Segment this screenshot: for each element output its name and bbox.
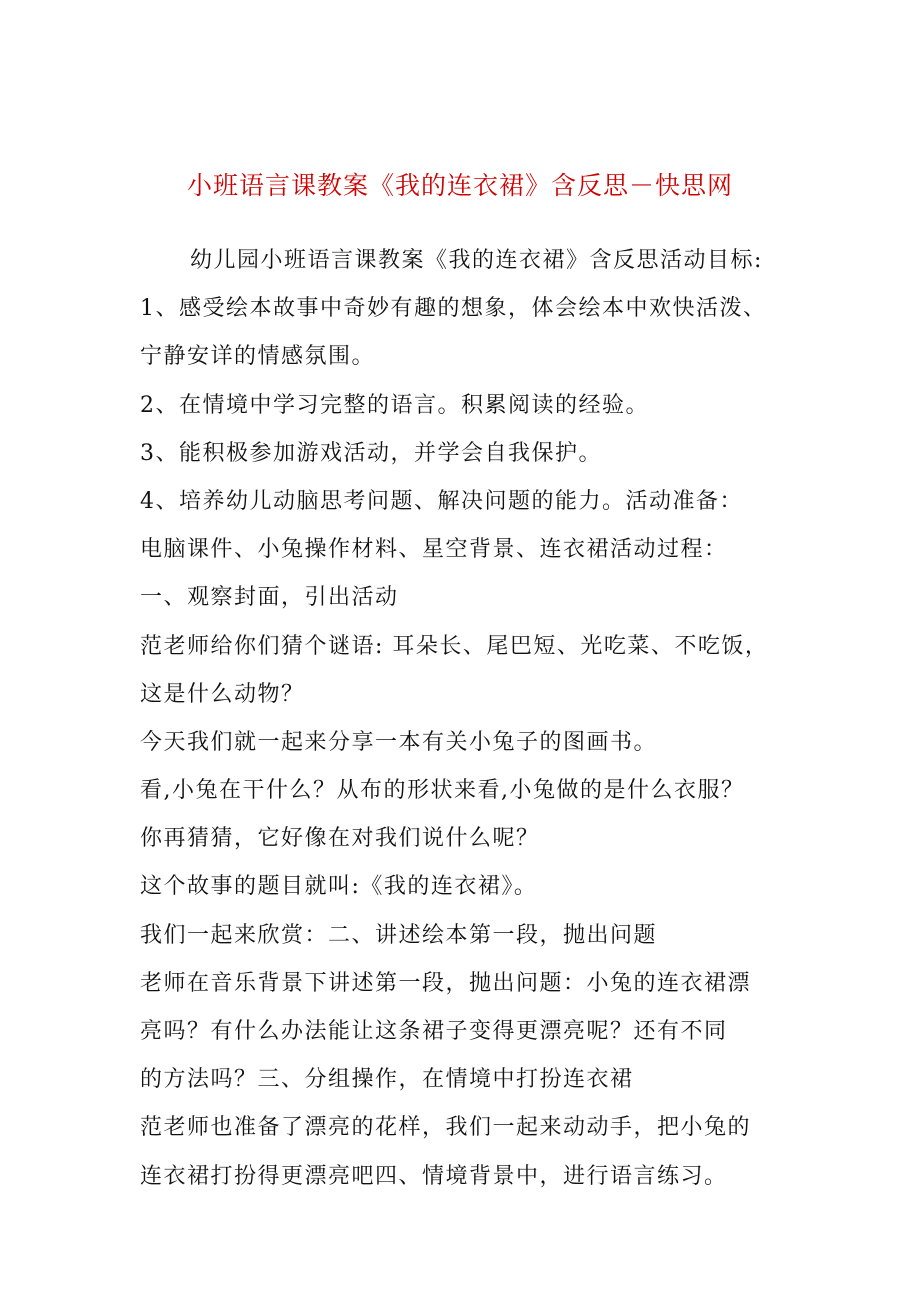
paragraph-line: 范老师给你们猜个谜语: 耳朵长、尾巴短、光吃菜、不吃饭， [140,633,769,659]
paragraph-line: 2、在情境中学习完整的语言。积累阅读的经验。 [140,392,649,418]
document-title: 小班语言课教案《我的连衣裙》含反思－快思网 [186,171,733,200]
paragraph-line: 的方法吗？三、分组操作，在情境中打扮连衣裙 [140,1067,634,1093]
paragraph-line: 这个故事的题目就叫:《我的连衣裙》。 [140,874,538,900]
paragraph-line: 你再猜猜，它好像在对我们说什么呢？ [140,826,540,852]
paragraph-line: 4、培养幼儿动脑思考问题、解决问题的能力。活动准备： [140,488,743,514]
paragraph-line: 看,小兔在干什么？从布的形状来看,小兔做的是什么衣服？ [140,778,745,804]
paragraph-line: 电脑课件、小兔操作材料、星空背景、连衣裙活动过程： [140,537,728,563]
paragraph-line: 我们一起来欣赏：二、讲述绘本第一段，抛出问题 [140,922,658,948]
paragraph-line: 1、感受绘本故事中奇妙有趣的想象，体会绘本中欢快活泼、 [140,296,767,322]
paragraph-line: 亮吗？有什么办法能让这条裙子变得更漂亮呢？还有不同 [140,1019,728,1044]
paragraph-line: 幼儿园小班语言课教案《我的连衣裙》含反思活动目标: [190,248,763,273]
document-body [140,237,820,1201]
paragraph-line: 范老师也准备了漂亮的花样，我们一起来动动手，把小兔的 [140,1115,752,1141]
paragraph-line: 一、观察封面，引出活动 [140,585,399,611]
paragraph-line: 连衣裙打扮得更漂亮吧四、情境背景中，进行语言练习。 [140,1163,728,1189]
paragraph-line: 3、能积极参加游戏活动，并学会自我保护。 [140,440,602,466]
paragraph-line: 老师在音乐背景下讲述第一段，抛出问题：小兔的连衣裙漂 [140,970,752,996]
paragraph-line: 今天我们就一起来分享一本有关小兔子的图画书。 [140,729,658,755]
paragraph-line: 这是什么动物？ [140,681,305,707]
paragraph-line: 宁静安详的情感氛围。 [140,344,376,370]
